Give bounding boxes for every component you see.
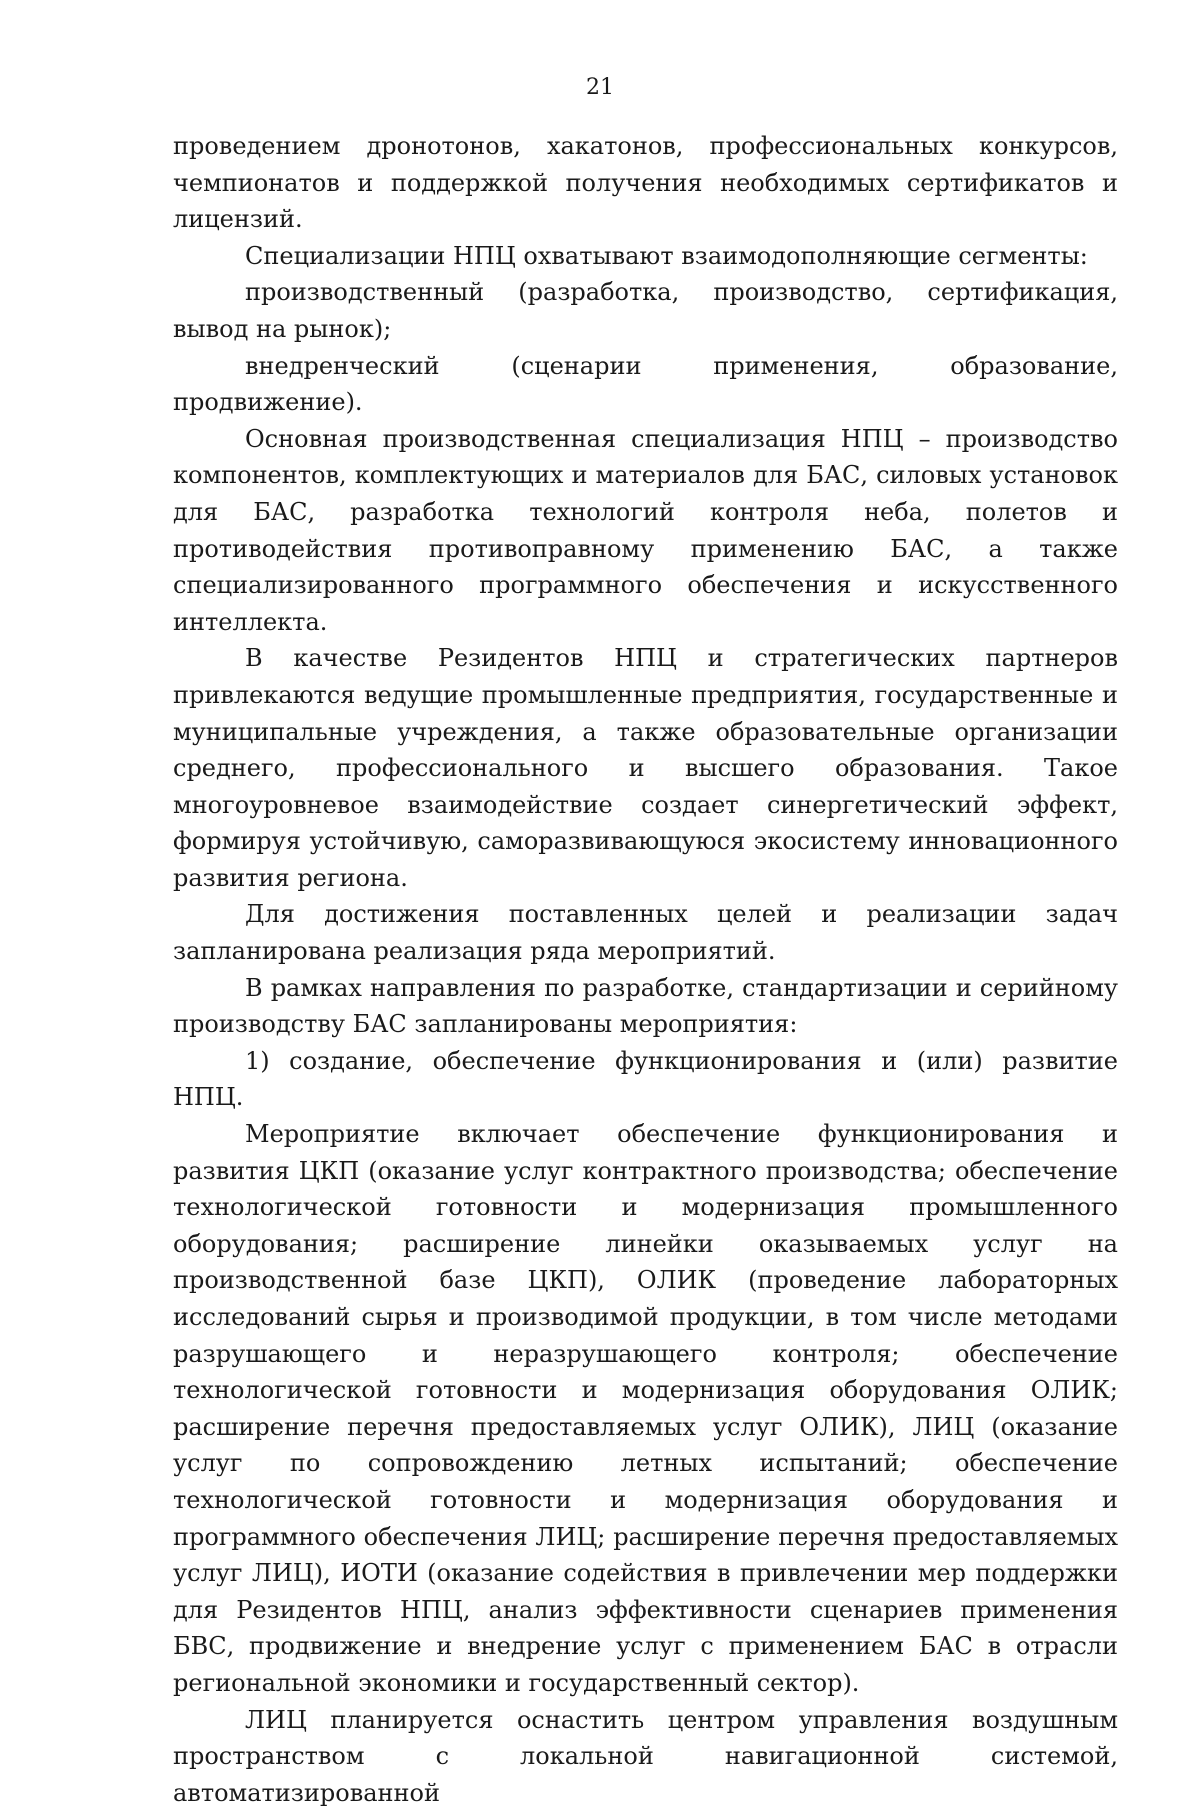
paragraph-8: В рамках направления по разработке, стандартизации и серийному производству БАС запланированы мероприятия: <box>173 973 1118 1039</box>
paragraph-2: Специализации НПЦ охватывают взаимодополняющие сегменты: <box>245 241 1088 270</box>
paragraph-4: внедренческий (сценарии применения, образование, продвижение). <box>173 351 1118 417</box>
paragraph-9: Мероприятие включает обеспечение функционирования и развития ЦКП (оказание услуг контрактного производства; обеспечение технологической готовности и модернизация промышленного оборудования; расширение линейки оказываемых услуг на производственной базе ЦКП), ОЛИК (проведение лабораторных исследований сырья и производимой продукции, в том числе методами разрушающего и неразрушающего контроля; обеспечение технологической готовности и модернизация оборудования ОЛИК; расширение перечня предоставляемых услуг ОЛИК), ЛИЦ (оказание услуг по сопровождению летных испытаний; обеспечение технологической готовности и модернизация оборудования и программного обеспечения ЛИЦ; расширение перечня предоставляемых услуг ЛИЦ), ИОТИ (оказание содействия в привлечении мер поддержки для Резидентов НПЦ, анализ эффективности сценариев применения БВС, продвижение и внедрение услуг с применением БАС в отрасли региональной экономики и государственный сектор). <box>173 1120 1118 1697</box>
paragraph-5: Основная производственная специализация НПЦ – производство компонентов, комплектующих и материалов для БАС, силовых установок для БАС, разработка технологий контроля неба, полетов и противодействия противоправному применению БАС, а также специализированного программного обеспечения и искусственного интеллекта. <box>173 424 1118 636</box>
paragraph-1: проведением дронотонов, хакатонов, профессиональных конкурсов, чемпионатов и поддержкой получения необходимых сертификатов и лицензий. <box>173 132 1118 234</box>
paragraph-7: Для достижения поставленных целей и реализации задач запланирована реализация ряда мероприятий. <box>173 900 1118 966</box>
list-item-1: 1) создание, обеспечение функционирования и (или) развитие НПЦ. <box>173 1046 1118 1112</box>
paragraph-10: ЛИЦ планируется оснастить центром управления воздушным пространством с локальной навигационной системой, автоматизированной <box>173 1705 1118 1807</box>
paragraph-6: В качестве Резидентов НПЦ и стратегических партнеров привлекаются ведущие промышленные предприятия, государственные и муниципальные учреждения, а также образовательные организации среднего, профессионального и высшего образования. Такое многоуровневое взаимодействие создает синергетический эффект, формируя устойчивую, саморазвивающуюся экосистему инновационного развития региона. <box>173 644 1118 892</box>
paragraph-3: производственный (разработка, производство, сертификация, вывод на рынок); <box>173 278 1118 343</box>
body-text <box>173 128 1118 1811</box>
page-number: 21 <box>586 75 614 100</box>
